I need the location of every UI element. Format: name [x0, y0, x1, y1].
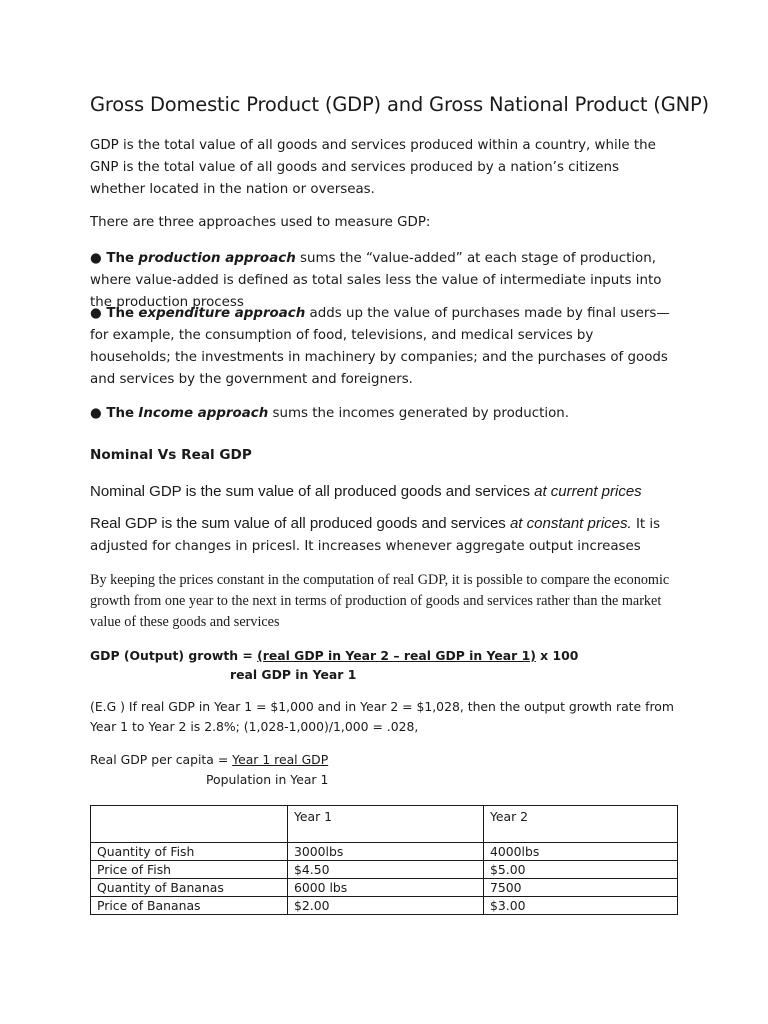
table-cell: 7500 [484, 879, 678, 897]
example-paragraph: (E.G ) If real GDP in Year 1 = $1,000 and in Year 2 = $1,028, then the output growth rate from Year 1 to Year 2 is 2.8%; (1,028-1,000)/1,000 = .028, [90, 699, 674, 734]
bullet-income [90, 403, 678, 425]
bullet-term: expenditure approach [138, 306, 306, 321]
per-capita-numerator: Year 1 real GDP [232, 752, 329, 767]
table-cell: 4000lbs [484, 843, 678, 861]
table-row [91, 843, 678, 861]
nominal-emphasis: at current prices [534, 483, 642, 500]
growth-denominator: real GDP in Year 1 [230, 667, 357, 682]
table-cell: Price of Bananas [91, 897, 288, 915]
bullet-text: sums the incomes generated by production. [268, 406, 570, 421]
table-row [91, 879, 678, 897]
growth-formula: GDP (Output) growth = (real GDP in Year 2 – real GDP in Year 1) x 100 [90, 648, 579, 663]
bullet-text: sums the “value-added” at each stage of production, where value-added is defined as total sales less the value of intermediate inputs into the production process [90, 251, 662, 310]
table-cell: Quantity of Fish [91, 843, 288, 861]
table-header-row [91, 806, 678, 843]
table-row [91, 861, 678, 879]
bullet-term: Income approach [138, 406, 269, 421]
table-cell: 6000 lbs [288, 879, 484, 897]
bullet-text: adds up the value of purchases made by final users—for example, the consumption of food, televisions, and medical services by households; the investments in machinery by companies; and the purchases of goods and services by the government and foreigners. [90, 306, 670, 387]
per-capita-denominator: Population in Year 1 [206, 772, 329, 787]
table-row [91, 897, 678, 915]
bullet-marker: ● The [90, 306, 135, 321]
keeping-paragraph: By keeping the prices constant in the computation of real GDP, it is possible to compare the economic growth from one year to the next in terms of production of goods and services rather than the market value of these goods and services [90, 572, 670, 630]
table-header-cell: Year 1 [288, 806, 484, 843]
nominal-definition: Nominal GDP is the sum value of all produced goods and services at current prices [90, 483, 642, 500]
table-cell: $2.00 [288, 897, 484, 915]
section-heading: Nominal Vs Real GDP [90, 447, 252, 463]
page-title: Gross Domestic Product (GDP) and Gross National Product (GNP) [90, 93, 709, 116]
growth-numerator: (real GDP in Year 2 – real GDP in Year 1) [257, 648, 536, 663]
table-cell: $3.00 [484, 897, 678, 915]
table-cell: $5.00 [484, 861, 678, 879]
table-cell: Quantity of Bananas [91, 879, 288, 897]
data-table [90, 805, 678, 915]
real-definition: Real GDP is the sum value of all produced goods and services at constant prices. It is adjusted for changes in pricesl. It increases whenever aggregate output increases [90, 515, 661, 554]
table-cell: $4.50 [288, 861, 484, 879]
bullet-term: production approach [138, 251, 296, 266]
table-cell: Price of Fish [91, 861, 288, 879]
table-header-cell: Year 2 [484, 806, 678, 843]
per-capita-formula: Real GDP per capita = Year 1 real GDP [90, 752, 329, 767]
real-emphasis: at constant prices. [509, 515, 632, 532]
table-cell: 3000lbs [288, 843, 484, 861]
bullet-marker: ● The [90, 406, 135, 421]
approaches-intro: There are three approaches used to measure GDP: [90, 215, 431, 230]
bullet-marker: ● The [90, 251, 135, 266]
table-header-cell [91, 806, 288, 843]
intro-paragraph: GDP is the total value of all goods and services produced within a country, while the GNP is the total value of all goods and services produced by a nation’s citizens whether located in the nation or overseas. [90, 138, 656, 197]
bullet-expenditure [90, 303, 678, 391]
